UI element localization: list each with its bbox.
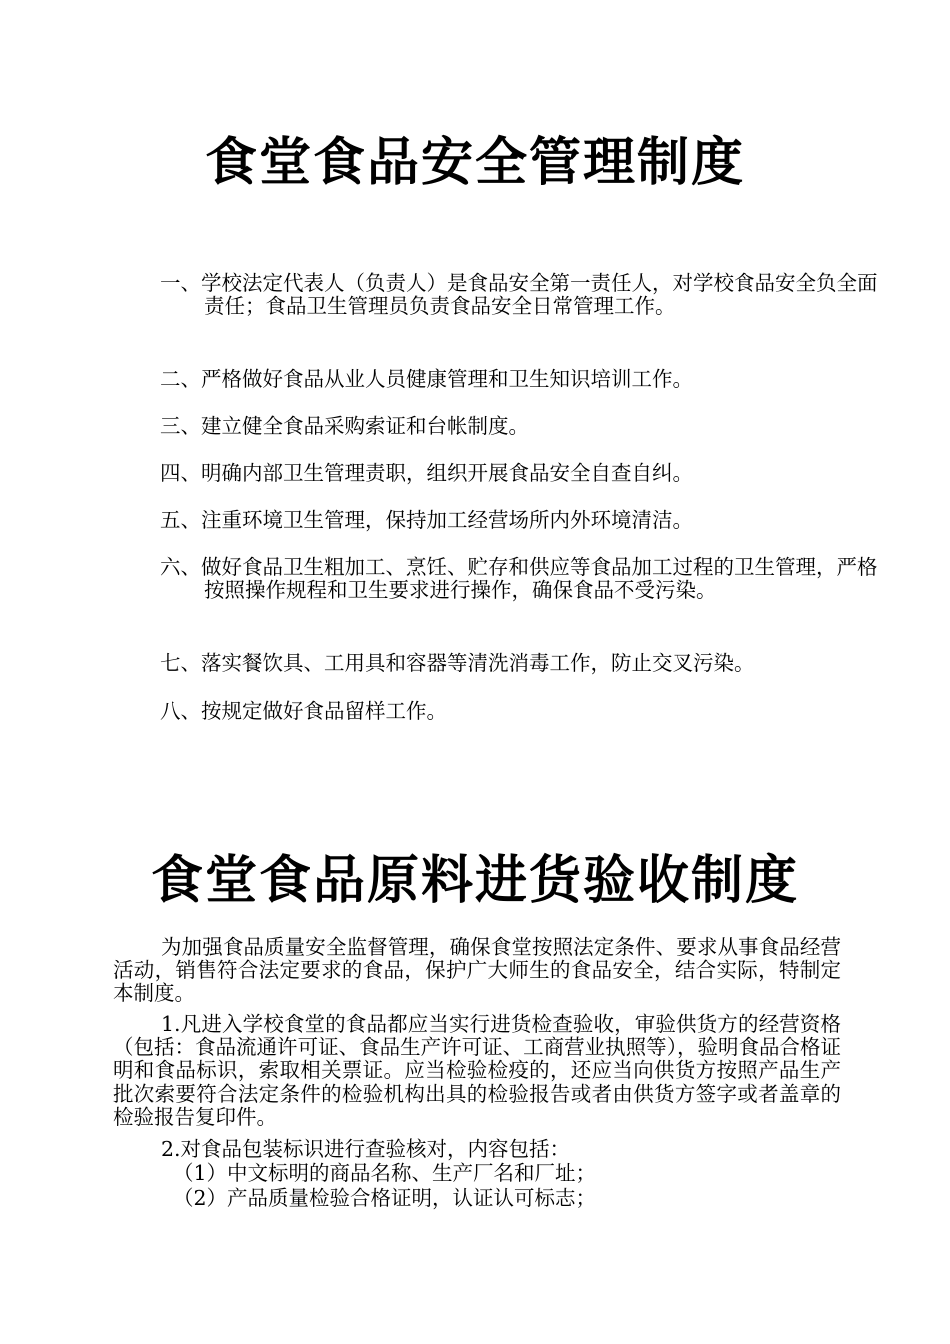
section2-intro: 为加强食品质量安全监督管理，确保食堂按照法定条件、要求从事食品经营活动，销售符合法定要求的食品，保护广大师生的食品安全，结合实际，特制定本制度。 bbox=[113, 935, 841, 1006]
section1-item-8: 八、按规定做好食品留样工作。 bbox=[160, 699, 447, 723]
section2-title: 食堂食品原料进货验收制度 bbox=[150, 851, 799, 911]
section2-sub-1: （1）中文标明的商品名称、生产厂名和厂址； bbox=[173, 1161, 597, 1185]
section2-rule-2: 2.对食品包装标识进行查验核对，内容包括： bbox=[161, 1137, 571, 1161]
section1-item-3: 三、建立健全食品采购索证和台帐制度。 bbox=[160, 414, 529, 438]
section2-rule-1: 1.凡进入学校食堂的食品都应当实行进货检查验收，审验供货方的经营资格（包括：食品流通许可证、食品生产许可证、工商营业执照等），验明食品合格证明和食品标识，索取相关票证。应当检验检疫的，还应当向供货方按照产品生产批次索要符合法定条件的检验机构出具的检验报告或者由供货方签字或者盖章的检验报告复印件。 bbox=[113, 1012, 841, 1129]
section1-item-4: 四、明确内部卫生管理责职，组织开展食品安全自查自纠。 bbox=[160, 461, 693, 485]
section1-item-2: 二、严格做好食品从业人员健康管理和卫生知识培训工作。 bbox=[160, 367, 693, 391]
section1-item-1: 一、学校法定代表人（负责人）是食品安全第一责任人，对学校食品安全负全面责任；食品卫生管理员负责食品安全日常管理工作。 bbox=[160, 271, 878, 318]
section1-item-7: 七、落实餐饮具、工用具和容器等清洗消毒工作，防止交叉污染。 bbox=[160, 651, 755, 675]
section1-item-6: 六、做好食品卫生粗加工、烹饪、贮存和供应等食品加工过程的卫生管理，严格按照操作规程和卫生要求进行操作，确保食品不受污染。 bbox=[160, 555, 878, 602]
section1-item-5: 五、注重环境卫生管理，保持加工经营场所内外环境清洁。 bbox=[160, 508, 693, 532]
section1-title: 食堂食品安全管理制度 bbox=[204, 133, 745, 193]
section2-sub-2: （2）产品质量检验合格证明，认证认可标志； bbox=[173, 1186, 597, 1210]
